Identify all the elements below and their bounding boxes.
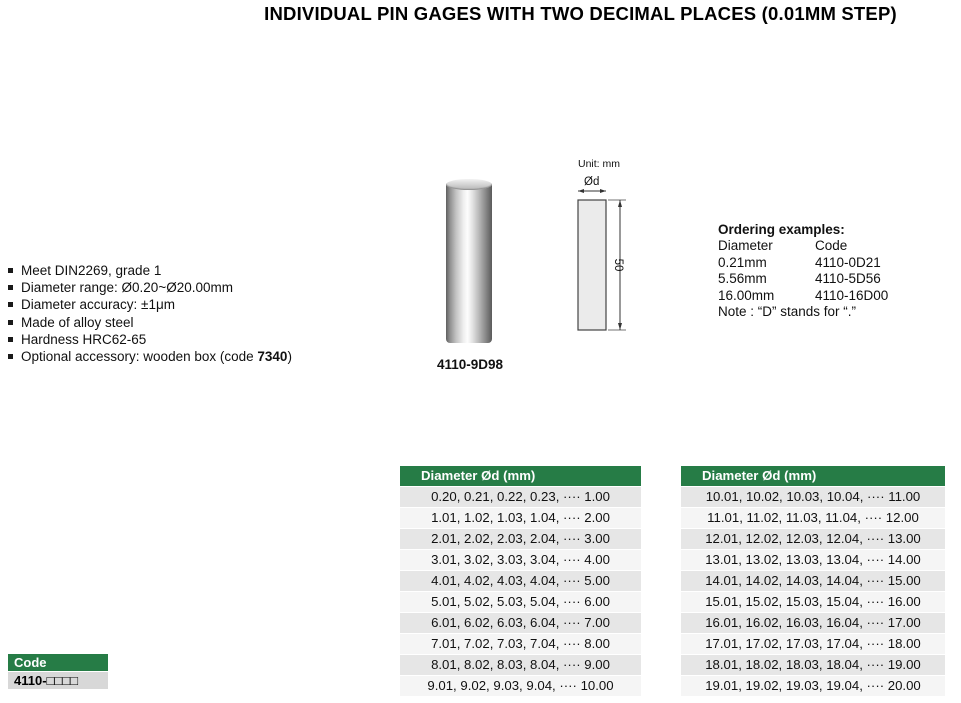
table-row: 5.01, 5.02, 5.03, 5.04, ···· 6.00 bbox=[400, 592, 641, 613]
pin-model-label: 4110-9D98 bbox=[436, 357, 504, 372]
feature-item: Meet DIN2269, grade 1 bbox=[8, 262, 292, 279]
table-row: 11.01, 11.02, 11.03, 11.04, ···· 12.00 bbox=[681, 508, 945, 529]
page-title: INDIVIDUAL PIN GAGES WITH TWO DECIMAL PLACES (0.01MM STEP) bbox=[264, 3, 897, 24]
feature-item: Diameter accuracy: ±1μm bbox=[8, 296, 292, 313]
table-row: 18.01, 18.02, 18.03, 18.04, ···· 19.00 bbox=[681, 655, 945, 676]
bullet-square-icon bbox=[8, 285, 13, 290]
table-row: 17.01, 17.02, 17.03, 17.04, ···· 18.00 bbox=[681, 634, 945, 655]
ordering-rows bbox=[718, 255, 888, 304]
pin-gage-photo bbox=[446, 179, 492, 344]
code-box bbox=[8, 654, 108, 689]
table-row: 4.01, 4.02, 4.03, 4.04, ···· 5.00 bbox=[400, 571, 641, 592]
pin-body bbox=[446, 184, 492, 343]
table-row: 9.01, 9.02, 9.03, 9.04, ···· 10.00 bbox=[400, 676, 641, 697]
ordering-row: 16.00mm 4110-16D00 bbox=[718, 287, 889, 303]
table-row: 2.01, 2.02, 2.03, 2.04, ···· 3.00 bbox=[400, 529, 641, 550]
bullet-square-icon bbox=[8, 268, 13, 273]
dim-arrow-bottom bbox=[618, 323, 622, 330]
code-box-value: 4110-□□□□ bbox=[8, 672, 108, 689]
ordering-row: 5.56mm 4110-5D56 bbox=[718, 271, 881, 287]
table-row: 13.01, 13.02, 13.03, 13.04, ···· 14.00 bbox=[681, 550, 945, 571]
feature-item: Diameter range: Ø0.20~Ø20.00mm bbox=[8, 279, 292, 296]
bullet-square-icon bbox=[8, 354, 13, 359]
ordering-examples bbox=[718, 222, 888, 320]
pin-top-cap bbox=[446, 179, 492, 190]
dim-arrow-top bbox=[618, 200, 622, 207]
feature-item: Made of alloy steel bbox=[8, 314, 292, 331]
ordering-col-code: Code bbox=[815, 238, 848, 254]
bullet-square-icon bbox=[8, 337, 13, 342]
table-row: 7.01, 7.02, 7.03, 7.04, ···· 8.00 bbox=[400, 634, 641, 655]
table-row: 3.01, 3.02, 3.03, 3.04, ···· 4.00 bbox=[400, 550, 641, 571]
table-row: 0.20, 0.21, 0.22, 0.23, ···· 1.00 bbox=[400, 487, 641, 508]
table-row: 10.01, 10.02, 10.03, 10.04, ···· 11.00 bbox=[681, 487, 945, 508]
ordering-col-diameter: Diameter bbox=[718, 238, 773, 254]
feature-list bbox=[8, 262, 292, 365]
table-header: Diameter Ød (mm) bbox=[400, 466, 641, 487]
diameter-dim-label: Ød bbox=[584, 176, 600, 188]
table-header: Diameter Ød (mm) bbox=[681, 466, 945, 487]
bullet-square-icon bbox=[8, 302, 13, 307]
pin-outline-rect bbox=[578, 200, 606, 330]
feature-item: Optional accessory: wooden box (code 7340) bbox=[8, 348, 292, 365]
unit-label: Unit: mm bbox=[578, 158, 620, 170]
ordering-note: Note : “D” stands for “.” bbox=[718, 303, 857, 319]
ordering-row: 0.21mm 4110-0D21 bbox=[718, 254, 881, 270]
diameter-table-2 bbox=[681, 466, 945, 697]
code-box-header: Code bbox=[8, 654, 108, 671]
ordering-title: Ordering examples: bbox=[718, 222, 845, 237]
diameter-table-1 bbox=[400, 466, 641, 697]
length-dim-label: 50 bbox=[612, 258, 624, 272]
dim-arrow-right bbox=[600, 189, 606, 193]
ordering-header-row bbox=[718, 238, 888, 254]
feature-item: Hardness HRC62-65 bbox=[8, 331, 292, 348]
dimension-drawing bbox=[556, 155, 656, 350]
table-row: 6.01, 6.02, 6.03, 6.04, ···· 7.00 bbox=[400, 613, 641, 634]
table-row: 14.01, 14.02, 14.03, 14.04, ···· 15.00 bbox=[681, 571, 945, 592]
table-row: 16.01, 16.02, 16.03, 16.04, ···· 17.00 bbox=[681, 613, 945, 634]
dim-arrow-left bbox=[578, 189, 584, 193]
table-row: 8.01, 8.02, 8.03, 8.04, ···· 9.00 bbox=[400, 655, 641, 676]
table-row: 1.01, 1.02, 1.03, 1.04, ···· 2.00 bbox=[400, 508, 641, 529]
table-row: 12.01, 12.02, 12.03, 12.04, ···· 13.00 bbox=[681, 529, 945, 550]
table-row: 15.01, 15.02, 15.03, 15.04, ···· 16.00 bbox=[681, 592, 945, 613]
table-row: 19.01, 19.02, 19.03, 19.04, ···· 20.00 bbox=[681, 676, 945, 697]
bullet-square-icon bbox=[8, 320, 13, 325]
